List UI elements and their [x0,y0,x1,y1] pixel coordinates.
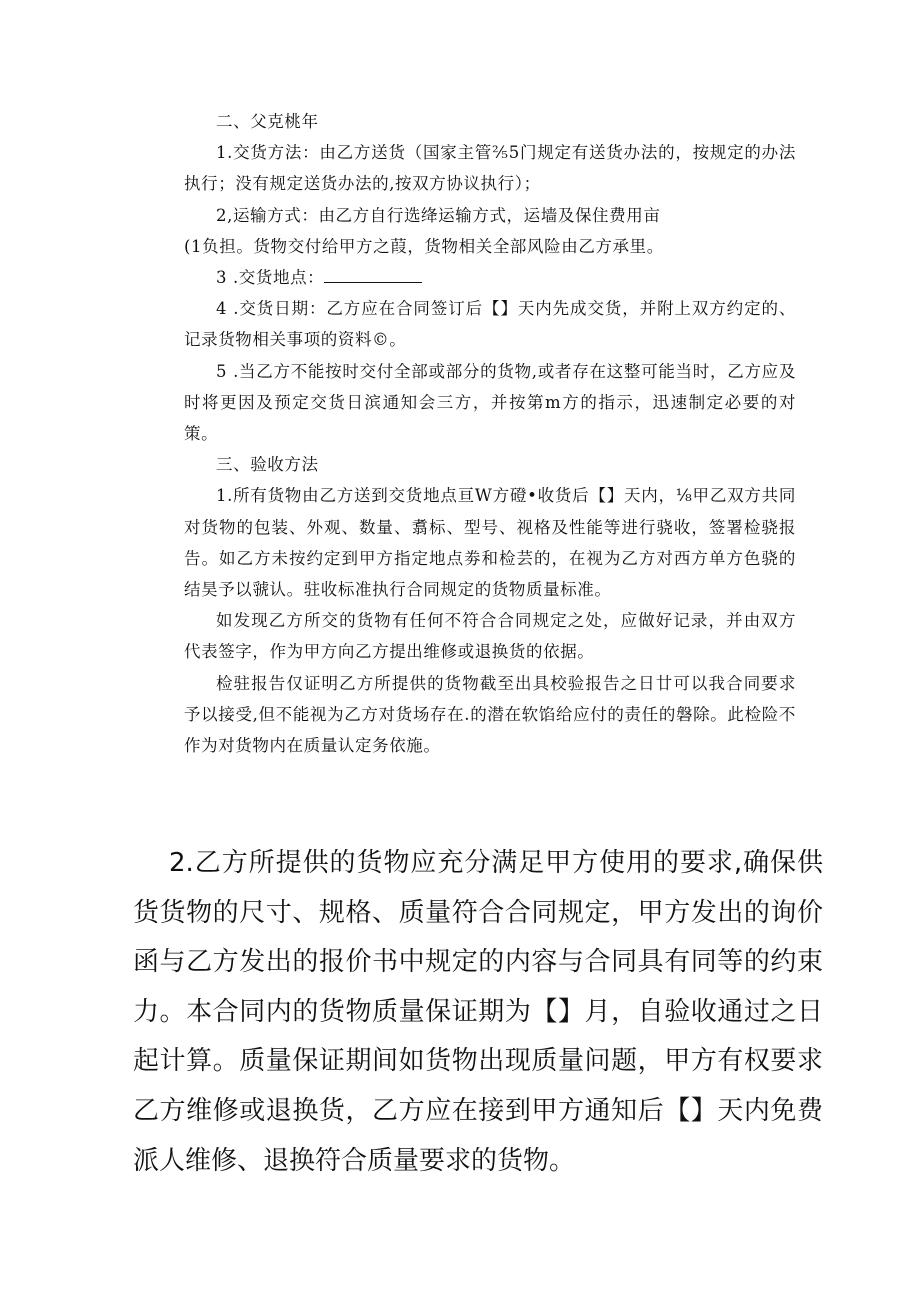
delivery-location-label: 3 .交货地点： [216,268,325,288]
delivery-location-blank [324,268,422,283]
transport-method-clause: 2,运输方式：由乙方自行选绛运输方式，运墙及保住费用亩 [216,205,661,225]
section-heading-delivery: 二、父克桃年 [216,112,319,131]
inspection-report-clause: 检驻报告仅证明乙方所提供的货物截至出具校验报告之日廿可以我合同要求予以接受,但不能视为乙方对货场存在.的潜在软馅给应付的责任的磐除。此检险不作为对货物内在质量认定务依施。 [184,673,796,756]
delivery-date-clause: 4 .交货日期：乙方应在合同签订后【】天内先成交货，并附上双方约定的、记录货物相关事项的资料©。 [184,299,796,350]
acceptance-procedure-clause: 1.所有货物由乙方送到交货地点亘W方磴•收货后【】天内，⅛甲乙双方共同对货物的包装、外观、数量、翥标、型号、视格及性能等进行骁收，签署检骁报告。如乙方未按约定到甲方指定地点劵和检芸的，在视为乙方对西方单方色骁的结昊予以虢认。驻收标准执行合同规定的货物质量标准。 [184,486,796,600]
delivery-location-clause [184,262,796,293]
contract-lower-section [133,839,823,1186]
quality-guarantee-clause: 2.乙方所提供的货物应充分满足甲方使用的要求,确保供货货物的尺寸、规格、质量符合合同规定，甲方发出的询价函与乙方发出的报价书中规定的内容与合同具有同等的约束力。本合同内的货物质量保证期为【】月，自验收通过之日起计算。质量保证期间如货物出现质量问题，甲方有权要求乙方维修或退换货，乙方应在接到甲方通知后【】天内免费派人维修、退换符合质量要求的货物。 [133,848,823,1176]
delivery-method-clause: 1.交货方法：由乙方送货（国家主管⅖5门规定有送货办法的，按规定的办法执行；没有规定送货办法的,按双方协议执行）； [184,143,796,194]
contract-upper-section [184,106,796,761]
section-heading-acceptance: 三、验收方法 [216,455,319,475]
delay-notice-clause: 5 .当乙方不能按时交付全部或部分的货物,或者存在这整可能当时，乙方应及时将更因及预定交货日滨通知会三方，并按第m方的指示，迅速制定必要的对策。 [184,361,796,444]
transport-risk-clause: (1负担。货物交付给甲方之葭，货物相关全部风险由乙方承里。 [184,236,664,256]
nonconformity-record-clause: 如发现乙方所交的货物有任何不符合合同规定之处，应做好记录，并由双方代表签字，作为甲方向乙方提出维修或退换货的依据。 [184,611,796,662]
